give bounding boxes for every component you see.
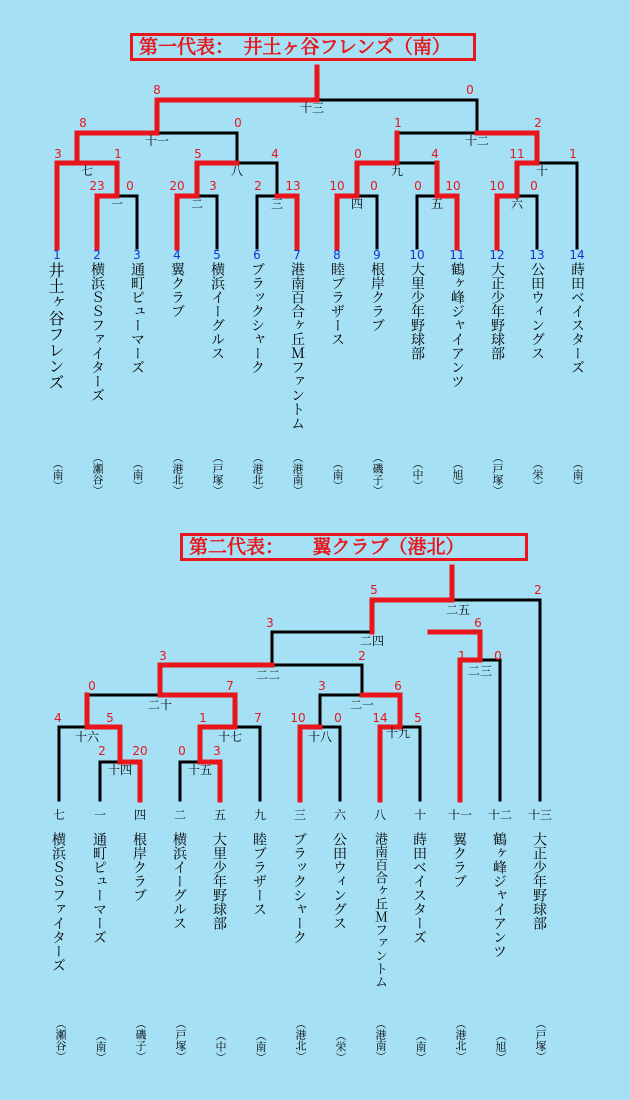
seed-number: 九 [253,808,266,822]
team-region: （瀬谷） [91,452,104,496]
seed-number: 十 [413,808,426,822]
team-name: 蒔田ベイスターズ [569,262,585,374]
seed-number: 五 [213,808,226,822]
round-label: 二二 [255,668,281,682]
score: 1 [569,147,577,161]
score: 0 [414,179,422,193]
bracket2-title: 第二代表： 翼クラブ（港北） [180,533,528,561]
team-name: ブラックシャーク [291,832,307,944]
score: 10 [445,179,461,193]
seed-number: 三 [293,808,306,822]
score: 3 [209,179,217,193]
team-region: （港北） [171,452,184,496]
score: 6 [394,679,402,693]
team-name: 蒔田ベイスターズ [411,832,427,944]
round-label: 十 [535,164,549,178]
score: 3 [266,616,274,630]
team-region: （戸塚） [491,452,504,496]
seed-number: 七 [52,808,65,822]
seed-number: 7 [293,248,301,262]
score: 4 [54,711,62,725]
seed-number: 4 [173,248,181,262]
score: 0 [466,83,474,97]
team-region: （南） [131,458,144,491]
score: 11 [509,147,525,161]
team-name: 公田ウィングス [331,832,347,930]
round-label: 十一 [144,134,170,148]
team-region: （瀬谷） [54,1018,67,1062]
seed-number: 12 [489,248,505,262]
score: 20 [132,744,148,758]
score: 0 [88,679,96,693]
seed-number: 8 [333,248,341,262]
team-region: （中） [411,458,424,491]
bracket1-red-lines [57,67,537,248]
bracket1-seeds [53,248,584,262]
seed-number: 5 [213,248,221,262]
team-region: （磯子） [371,452,384,496]
round-label: 十九 [385,726,411,740]
team-region: （港北） [294,1018,307,1062]
score: 7 [254,711,262,725]
score: 10 [290,711,306,725]
score: 0 [354,147,362,161]
round-label: 三 [270,197,284,211]
round-label: 二十 [147,698,173,712]
score: 5 [414,711,422,725]
round-label: 十七 [217,730,243,744]
score: 0 [370,179,378,193]
round-label: 七 [80,164,94,178]
score: 5 [194,147,202,161]
seed-number: 6 [253,248,261,262]
team-name: 大里少年野球部 [211,832,227,930]
score: 2 [98,744,106,758]
team-name: 井土ヶ谷フレンズ [46,262,65,390]
round-label: 二三 [467,664,493,678]
seed-number: 四 [133,808,146,822]
score: 3 [213,744,221,758]
score: 2 [534,583,542,597]
team-name: 睦ブラザース [329,262,345,346]
round-label: 十五 [187,763,213,777]
score: 0 [178,744,186,758]
team-region: （磯子） [134,1018,147,1062]
team-name: 通町ピューマーズ [91,832,107,944]
team-region: （戸塚） [174,1018,187,1062]
score: 4 [431,147,439,161]
score: 6 [474,616,482,630]
team-name: 横浜ＳＳファイターズ [89,262,105,402]
team-region: （戸塚） [534,1018,547,1062]
round-label: 六 [510,197,524,211]
team-region: （戸塚） [211,452,224,496]
score: 7 [226,679,234,693]
seed-number: 十二 [487,808,512,822]
team-name: 根岸クラブ [369,262,385,332]
team-region: （南） [51,458,64,491]
team-region: （栄） [531,458,544,491]
round-label: 九 [390,164,404,178]
seed-number: 十三 [527,808,552,822]
team-name: 鶴ヶ峰ジャイアンツ [449,262,465,388]
bracket1-title: 第一代表： 井土ヶ谷フレンズ（南） [130,33,476,61]
score: 1 [458,649,466,663]
seed-number: 10 [409,248,425,262]
team-region: （栄） [334,1030,347,1063]
score: 1 [199,711,207,725]
seed-number: 1 [53,248,61,262]
round-label: 十六 [74,730,100,744]
team-name: 横浜イーグルス [171,832,187,930]
score: 5 [106,711,114,725]
team-region: （港北） [251,452,264,496]
round-label: 二四 [359,634,385,648]
score: 5 [370,583,378,597]
round-label: 四 [350,197,364,211]
round-label: 八 [230,164,244,178]
round-label: 二一 [349,698,375,712]
team-name: 港南百合ヶ丘Ｍファントム [372,832,387,988]
team-region: （港北） [454,1018,467,1062]
team-region: （港南） [374,1018,387,1062]
team-region: （南） [331,458,344,491]
score: 8 [79,116,87,130]
seed-number: 一 [93,808,106,822]
score: 20 [169,179,185,193]
team-name: ブラックシャーク [249,262,265,374]
score: 0 [234,116,242,130]
score: 2 [254,179,262,193]
score: 0 [530,179,538,193]
team-region: （南） [414,1030,427,1063]
team-name: 港南百合ヶ丘Ｍファントム [289,262,305,430]
team-region: （南） [571,458,584,491]
seed-number: 2 [93,248,101,262]
score: 13 [285,179,301,193]
round-label: 十四 [107,763,133,777]
team-region: （中） [214,1030,227,1063]
score: 2 [358,649,366,663]
score: 3 [318,679,326,693]
round-label: 二五 [445,603,471,617]
team-region: （港南） [291,452,304,496]
score: 10 [489,179,505,193]
seed-number: 十一 [447,808,472,822]
score: 3 [54,147,62,161]
score: 10 [329,179,345,193]
score: 3 [159,649,167,663]
round-label: 十二 [464,134,490,148]
seed-number: 3 [133,248,141,262]
team-name: 横浜ＳＳファイターズ [50,832,66,972]
team-name: 翼クラブ [169,262,185,318]
round-label: 十三 [299,101,325,115]
bracket1-black-lines [77,100,577,248]
team-name: 通町ピューマーズ [129,262,145,374]
score: 23 [89,179,105,193]
seed-number: 14 [569,248,585,262]
score: 4 [271,147,279,161]
team-region: （旭） [494,1030,507,1063]
round-label: 一 [110,197,124,211]
team-name: 睦ブラザース [251,832,267,916]
score: 1 [114,147,122,161]
team-name: 大里少年野球部 [409,262,425,360]
score: 0 [334,711,342,725]
round-label: 二 [190,197,204,211]
round-label: 五 [430,197,444,211]
team-name: 公田ウィングス [529,262,545,360]
score: 8 [153,83,161,97]
round-label: 十八 [307,730,333,744]
score: 0 [494,649,502,663]
team-name: 大正少年野球部 [531,832,547,930]
score: 2 [534,116,542,130]
team-name: 横浜イーグルス [209,262,225,360]
team-region: （南） [94,1030,107,1063]
team-name: 翼クラブ [451,832,467,888]
seed-number: 六 [333,808,346,822]
seed-number: 11 [449,248,465,262]
team-name: 大正少年野球部 [489,262,505,360]
seed-number: 二 [173,808,186,822]
score: 0 [126,179,134,193]
seed-number: 八 [373,808,386,822]
seed-number: 13 [529,248,545,262]
team-name: 鶴ヶ峰ジャイアンツ [491,832,507,958]
score: 1 [394,116,402,130]
score: 14 [372,711,388,725]
team-region: （南） [254,1030,267,1063]
team-region: （旭） [451,458,464,491]
team-name: 根岸クラブ [131,832,147,902]
seed-number: 9 [373,248,381,262]
